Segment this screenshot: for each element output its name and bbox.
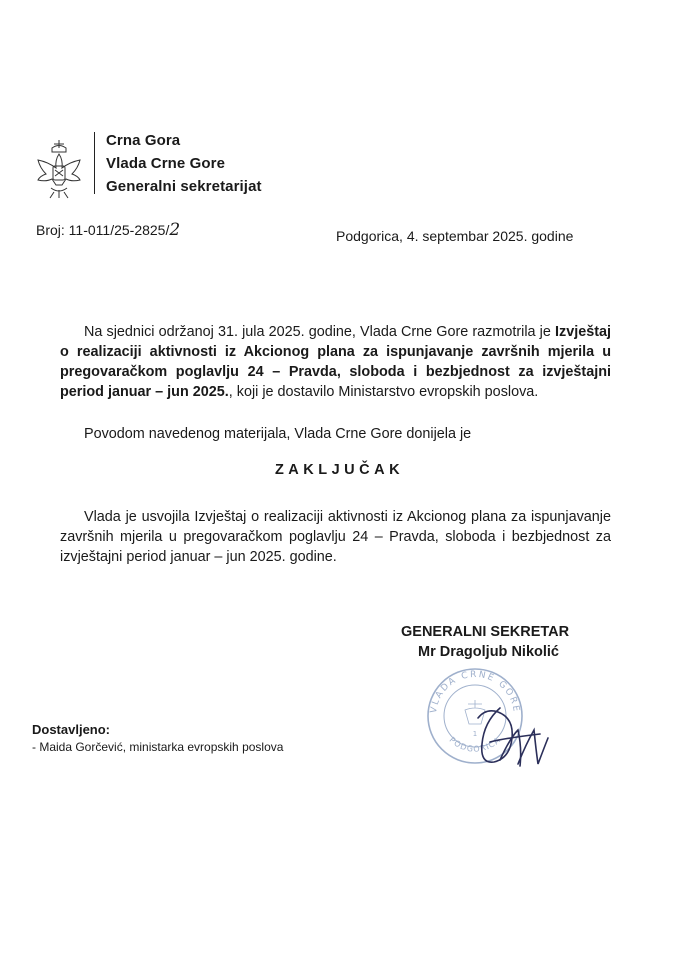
reference-number <box>36 220 179 240</box>
conclusion-text: Vlada je usvojila Izvještaj o realizaciji aktivnosti iz Akcionog plana za ispunjavanje završnih mjerila u pregovaračkom poglavlju 24 – Pravda, sloboda i bezbjednost za izvještajni period januar – jun 2025. godine. <box>60 509 611 565</box>
stamp-bottom-text: PODGORICA <box>447 735 503 754</box>
distribution-label: Dostavljeno: <box>32 722 111 737</box>
signatory-name: Mr Dragoljub Nikolić <box>418 644 559 660</box>
paragraph-decision <box>60 424 611 444</box>
intro-text-end: , koji je dostavilo Ministarstvo evropskih poslova. <box>228 384 539 400</box>
reference-handwritten-suffix: 2 <box>169 220 180 240</box>
header-divider <box>94 132 95 194</box>
intro-report-title: Izvještaj o realizaciji aktivnosti iz Akcionog plana za ispunjavanje završnih mjerila u pregovaračkom poglavlju 24 – Pravda, sloboda i bezbjednost za izvještajni period januar – jun 2025. <box>60 324 611 400</box>
decision-text: Povodom navedenog materijala, Vlada Crne Gore donijela je <box>84 426 472 442</box>
header-secretariat: Generalni sekretarijat <box>106 178 262 195</box>
stamp-number: 1 <box>472 730 478 738</box>
document-date: Podgorica, 4. septembar 2025. godine <box>336 228 574 244</box>
distribution-item: - Maida Gorčević, ministarka evropskih poslova <box>32 740 284 754</box>
header-government: Vlada Crne Gore <box>106 155 226 172</box>
intro-text-start: Na sjednici održanoj 31. jula 2025. godine, Vlada Crne Gore razmotrila je <box>84 324 555 340</box>
signatory-title: GENERALNI SEKRETAR <box>401 624 570 640</box>
handwritten-signature <box>460 690 570 790</box>
header-country: Crna Gora <box>106 132 181 149</box>
stamp-top-text: VLADA CRNE GORE <box>428 669 522 714</box>
reference-number-text: Broj: 11-011/25-2825/ <box>36 222 170 238</box>
conclusion-title: ZAKLJUČAK <box>274 462 405 478</box>
paragraph-intro <box>60 322 611 402</box>
paragraph-conclusion <box>60 507 611 567</box>
coat-of-arms-icon <box>34 136 84 200</box>
